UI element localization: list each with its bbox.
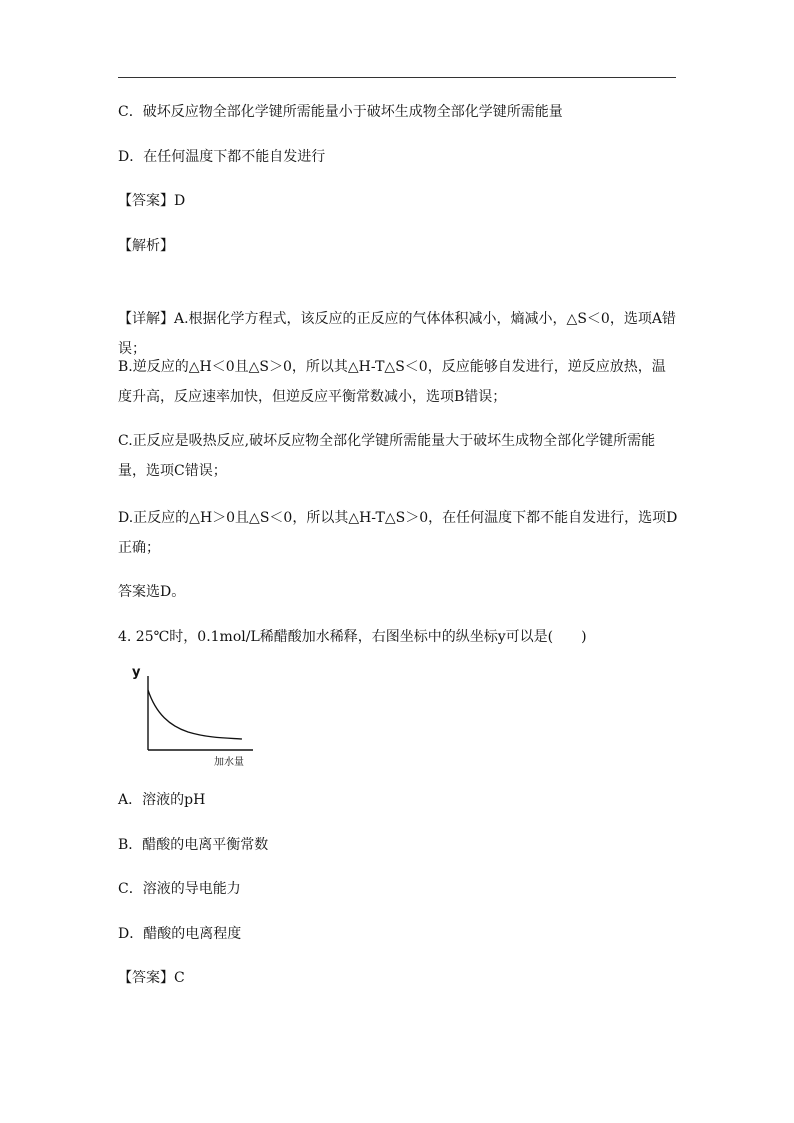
detail-b: B.逆反应的△H＜0且△S＞0，所以其△H-T△S＜0，反应能够自发进行，逆反应放热，温度升高，反应速率加快，但逆反应平衡常数减小，选项B错误； (118, 359, 666, 405)
option-d-previous: D．在任何温度下都不能自发进行 (118, 149, 326, 165)
decreasing-curve (148, 690, 242, 739)
analysis-heading: 【解析】 (118, 238, 174, 254)
header-rule (118, 77, 676, 78)
detail-d: D.正反应的△H＞0且△S＜0，所以其△H-T△S＞0，在任何温度下都不能自发进行，选项D正确； (118, 510, 678, 556)
dilution-figure (128, 662, 258, 770)
detail-a: 【详解】A.根据化学方程式，该反应的正反应的气体体积减小，熵减小，△S＜0，选项A错误； (118, 311, 676, 357)
figure-x-label: 加水量 (214, 757, 244, 768)
answer-previous: 【答案】D (118, 193, 186, 209)
option-c: C．溶液的导电能力 (118, 881, 241, 897)
option-c-previous: C．破坏反应物全部化学键所需能量小于破坏生成物全部化学键所需能量 (118, 104, 563, 120)
figure-y-label: y (132, 665, 141, 680)
detail-c: C.正反应是吸热反应,破坏反应物全部化学键所需能量大于破坏生成物全部化学键所需能量，选项C错误； (118, 433, 656, 479)
option-a: A．溶液的pH (118, 792, 206, 808)
option-d: D．醋酸的电离程度 (118, 926, 242, 942)
answer-conclusion: 答案选D。 (118, 584, 186, 600)
option-b: B．醋酸的电离平衡常数 (118, 837, 269, 853)
question-4: 4. 25℃时，0.1mol/L稀醋酸加水稀释，右图坐标中的纵坐标y可以是( ) (118, 629, 587, 645)
answer: 【答案】C (118, 970, 185, 986)
